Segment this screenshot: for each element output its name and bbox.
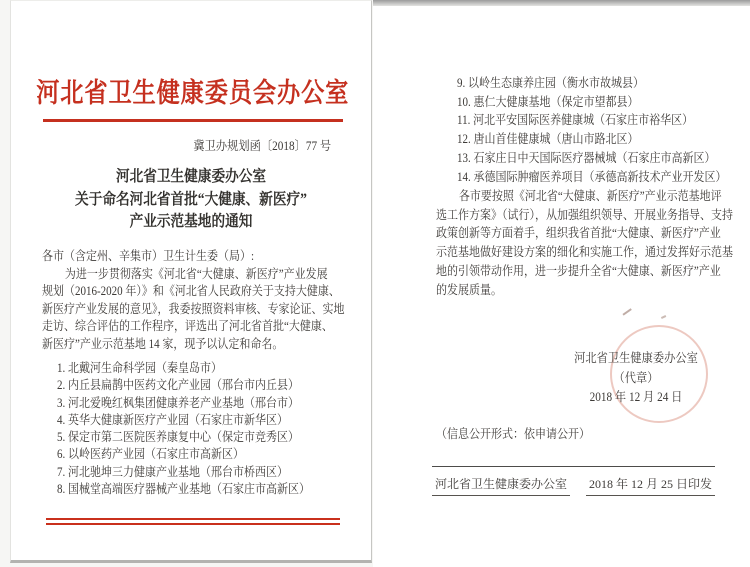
base-list-item: 8. 国械堂高端医疗器械产业基地（石家庄市高新区） — [57, 482, 311, 497]
notice-title — [33, 166, 350, 234]
notice-title-line: 关于命名河北省首批“大健康、新医疗” — [75, 190, 307, 208]
signature-org: 河北省卫生健康委办公室 — [574, 351, 698, 365]
body-line: 规划（2016-2020 年）》和《河北省人民政府关于支持大健康、 — [42, 284, 340, 298]
base-list-item: 3. 河北爱晚红枫集团健康养老产业基地（邢台市） — [57, 395, 300, 410]
footer-issuer: 河北省卫生健康委办公室 — [432, 475, 570, 496]
body-line: 的发展质量。 — [436, 282, 503, 297]
scan-edge-shadow — [373, 0, 750, 6]
document-page-1 — [10, 0, 372, 563]
signature-date: 2018 年 12 月 24 日 — [589, 390, 683, 404]
notice-body-continued — [436, 187, 733, 299]
base-list-item: 2. 内丘县扁鹊中医药文化产业园（邢台市内丘县） — [57, 378, 300, 393]
body-line: 走访、综合评估的工作程序，评选出了河北省首批“大健康、 — [42, 319, 333, 333]
body-line: 选工作方案》（试行），从加强组织领导、开展业务指导、支持 — [436, 207, 734, 222]
base-list-item: 4. 英华大健康新医疗产业园（石家庄市新华区） — [57, 412, 289, 427]
footer-rule — [432, 466, 715, 467]
base-list-item: 11. 河北平安国际医养健康城（石家庄市裕华区） — [457, 113, 694, 128]
body-line: 地的引领带动作用，进一步提升全省“大健康、新医疗”产业 — [436, 263, 721, 278]
body-line: 政策创新等方面着手，组织我省首批“大健康、新医疗”产业 — [436, 226, 721, 241]
signature-block — [551, 349, 722, 408]
seal-smudge-mark — [622, 308, 631, 315]
base-list-item: 6. 以岭医药产业园（石家庄市高新区） — [57, 447, 245, 462]
footer-print-date: 2018 年 12 月 25 日印发 — [586, 475, 715, 496]
base-list-9-14 — [457, 74, 727, 186]
letterhead-red-rule — [43, 119, 343, 122]
base-list-item: 1. 北戴河生命科学园（秦皇岛市） — [57, 361, 223, 375]
disclosure-note: （信息公开形式：依申请公开） — [436, 427, 591, 441]
document-page-2 — [373, 0, 750, 567]
base-list-item: 14. 承德国际肿瘤医养项目（承德高新技术产业开发区） — [457, 169, 727, 184]
base-list-item: 13. 石家庄日中天国际医疗器械城（石家庄市高新区） — [457, 150, 716, 165]
body-line: 各市要按照《河北省“大健康、新医疗”产业示范基地评 — [458, 189, 722, 203]
footer-row — [432, 475, 715, 496]
letterhead-title: 河北省卫生健康委员会办公室 — [36, 78, 350, 108]
base-list-item: 5. 保定市第二医院医养康复中心（保定市竞秀区） — [57, 430, 300, 445]
notice-title-line: 产业示范基地的通知 — [129, 213, 253, 230]
base-list-item: 7. 河北驰坤三力健康产业基地（邢台市桥西区） — [57, 464, 289, 479]
body-line: 新医疗产业发展的意见》，我委按照资料审核、专家论证、实地 — [42, 301, 345, 316]
salutation-line: 各市（含定州、辛集市）卫生计生委（局）: — [42, 249, 255, 263]
notice-title-line: 河北省卫生健康委办公室 — [115, 168, 267, 185]
page-bottom-red-rule — [46, 518, 340, 525]
body-line: 新医疗”产业示范基地 14 家，现予以认定和命名。 — [42, 336, 284, 351]
base-list-item: 9. 以岭生态康养庄园（衡水市故城县） — [457, 76, 645, 90]
body-line: 为进一步贯彻落实《河北省“大健康、新医疗”产业发展 — [64, 266, 328, 281]
base-list-1-8 — [57, 360, 310, 498]
base-list-item: 12. 唐山首佳健康城（唐山市路北区） — [457, 132, 639, 147]
base-list-item: 10. 惠仁大健康基地（保定市望都县） — [457, 94, 639, 109]
document-number: 冀卫办规划函〔2018〕77 号 — [193, 139, 331, 153]
signature-seal-note: （代章） — [613, 370, 659, 385]
body-line: 示范基地做好建设方案的细化和实施工作，通过发挥好示范基 — [436, 245, 734, 260]
seal-smudge-mark — [661, 315, 666, 318]
notice-body — [42, 248, 345, 353]
